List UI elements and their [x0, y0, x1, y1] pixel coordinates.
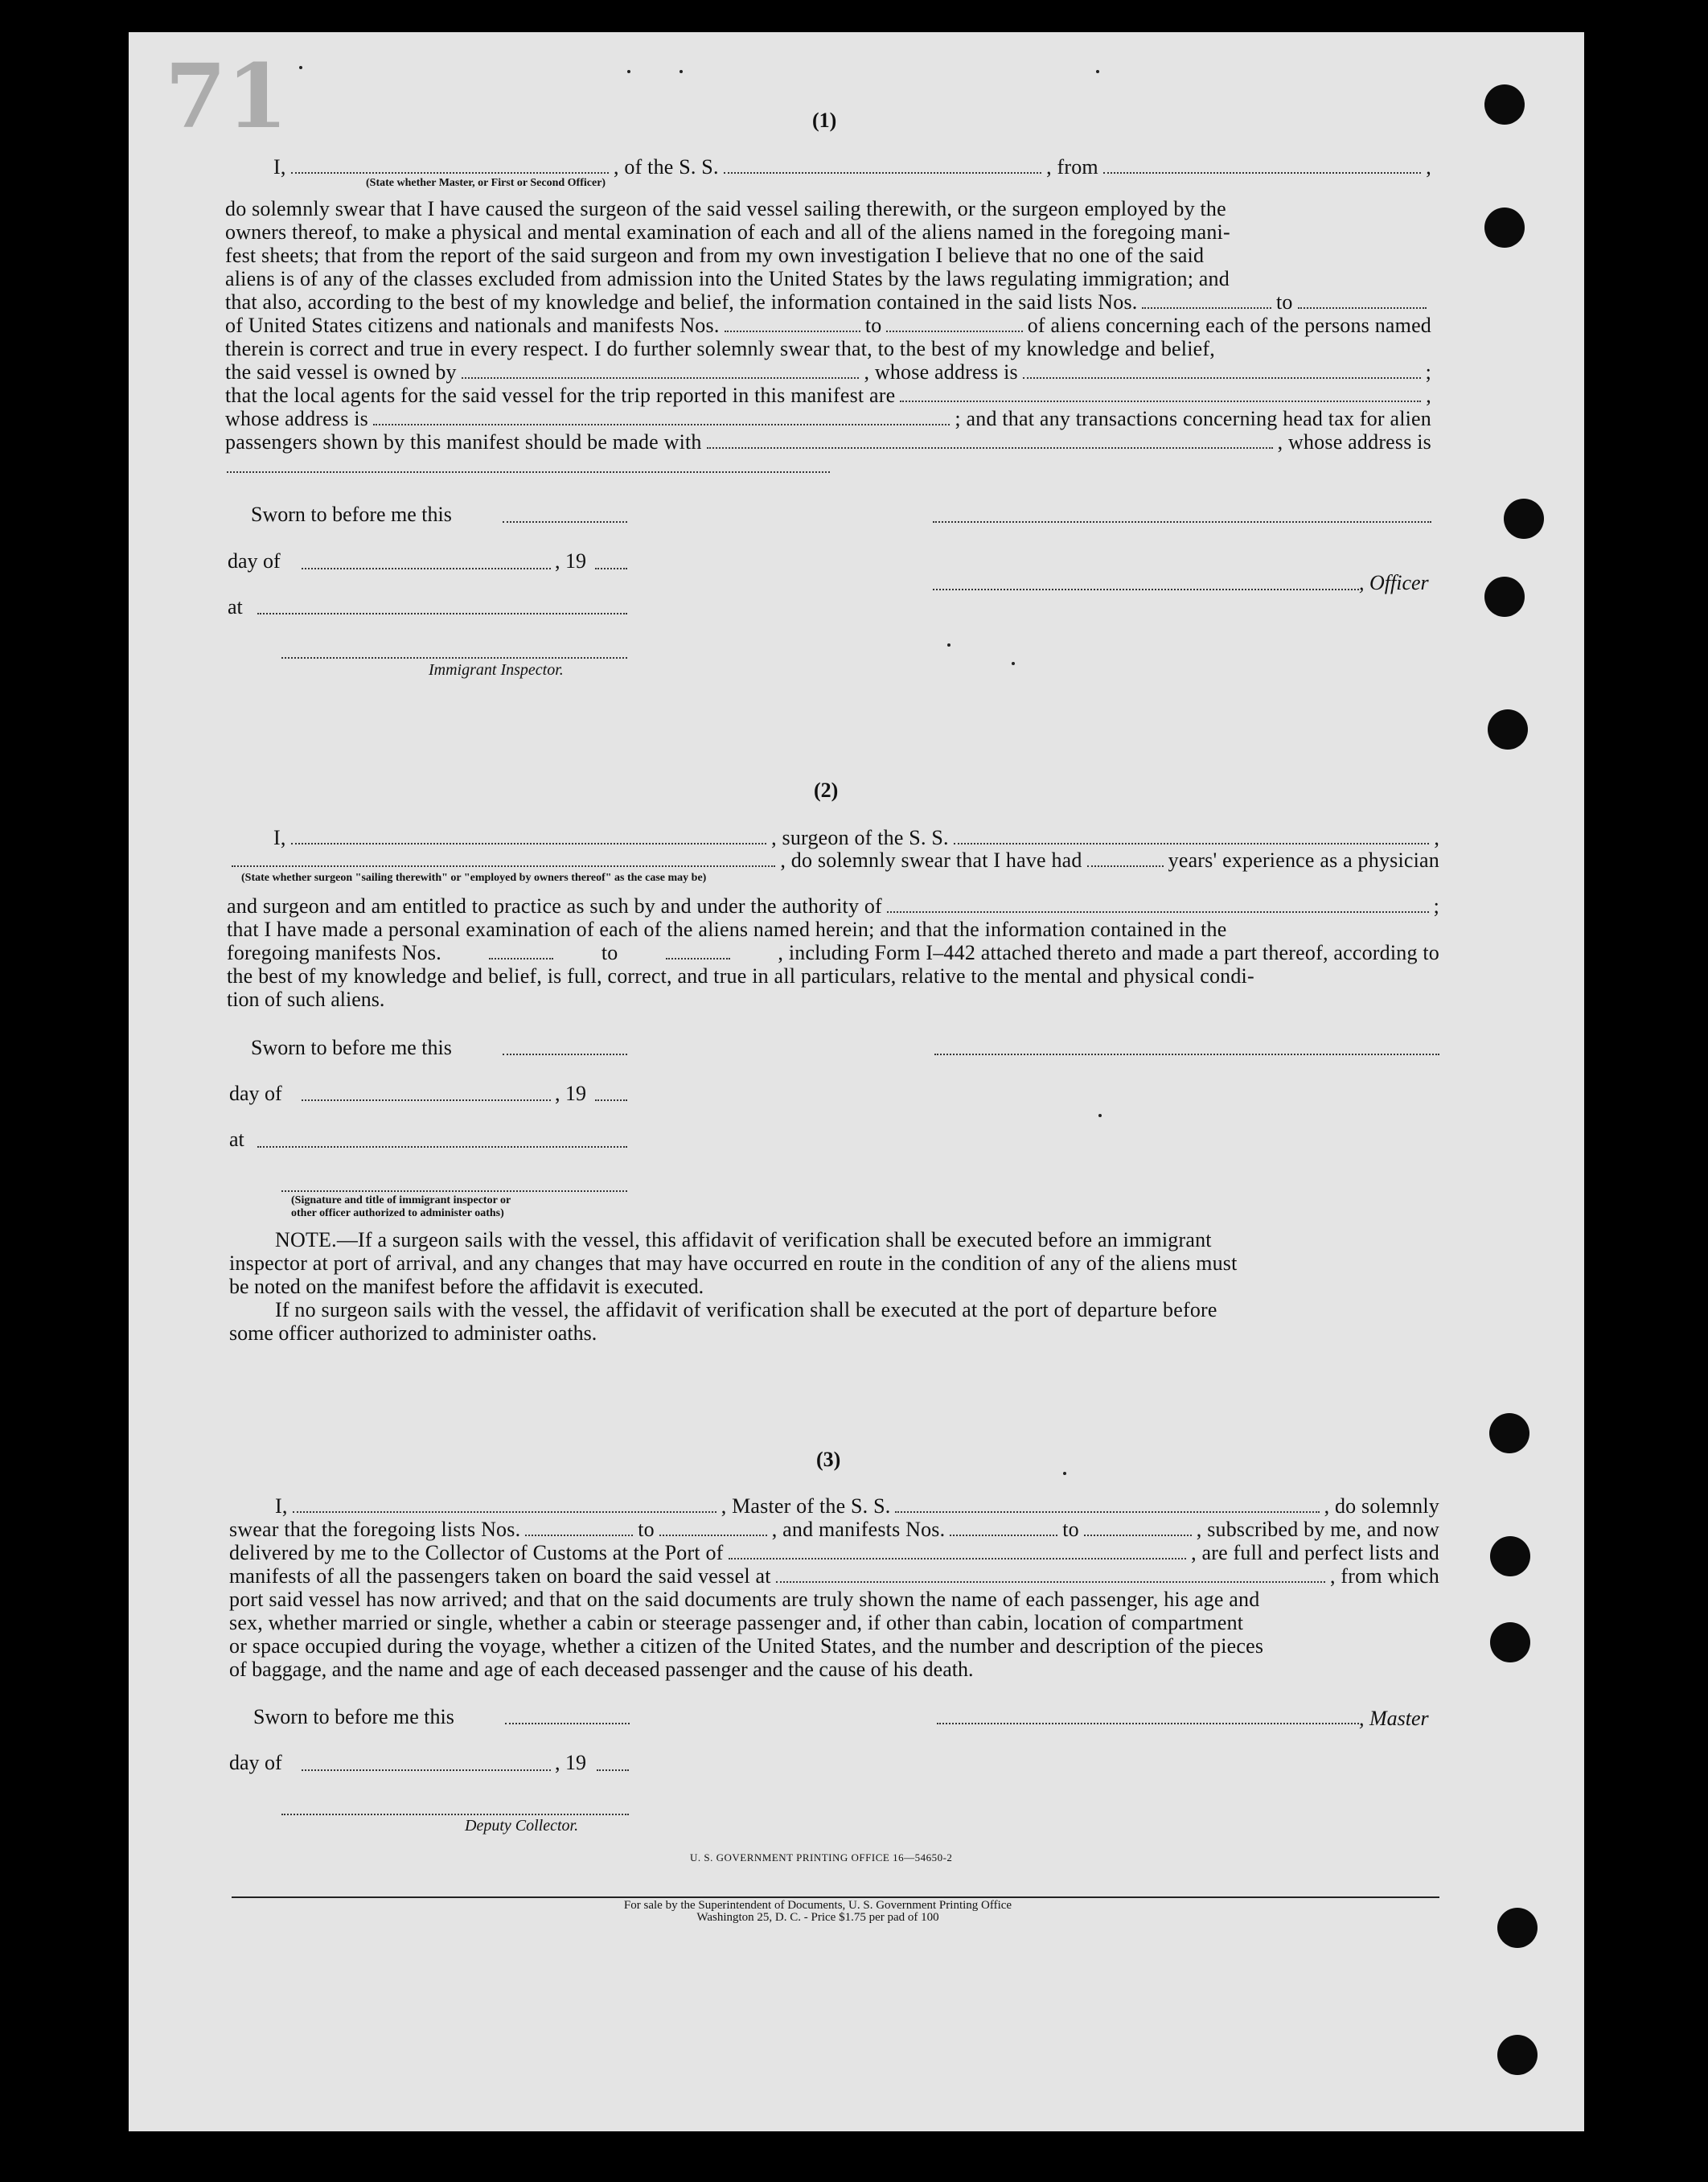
text: —If a surgeon sails with the vessel, this affidavit of verification shall be executed before an immigrant [336, 1228, 1212, 1251]
sec3-sworn-label: Sworn to before me this [253, 1705, 454, 1728]
blank-sworn-date-2[interactable] [503, 1054, 627, 1055]
blank-at-1[interactable] [257, 613, 627, 614]
text: do solemnly swear that I have caused the surgeon of the said vessel sailing therewith, or the surgeon employed by the [225, 197, 1226, 220]
sec2-at-label: at [229, 1128, 244, 1151]
sec1-at-label: at [228, 595, 243, 618]
text: foregoing manifests Nos. [227, 941, 441, 964]
note-line-2 [229, 1251, 1439, 1275]
sec1-p3 [225, 244, 1431, 267]
blank-officer-title[interactable] [933, 589, 1359, 590]
text: inspector at port of arrival, and any changes that may have occurred en route in the condition of any of the aliens must [229, 1251, 1238, 1275]
text: port said vessel has now arrived; and that on the said documents are truly shown the name of each passenger, his age and [229, 1588, 1260, 1611]
sec1-sworn-label: Sworn to before me this [251, 503, 452, 526]
blank-head-tax-party[interactable] [707, 447, 1273, 449]
blank-owner[interactable] [462, 377, 860, 379]
blank-vessel-name[interactable] [724, 172, 1041, 174]
sec2-line-1 [273, 826, 1439, 849]
note-heading: NOTE. [275, 1228, 337, 1251]
stamped-number: 71 [165, 44, 289, 148]
binder-hole [1488, 709, 1528, 750]
text: , of the S. S. [614, 155, 719, 179]
sec3-line-4 [229, 1564, 1439, 1588]
binder-hole [1489, 1413, 1529, 1453]
surgeon-status-note: (State whether surgeon "sailing therewith" or "employed by owners thereof" as the case may be) [241, 872, 707, 884]
text: therein is correct and true in every respect. I do further solemnly swear that, to the best of my knowledge and belief, [225, 337, 1215, 360]
text: that the local agents for the said vessel for the trip reported in this manifest are [225, 384, 896, 407]
text: the said vessel is owned by [225, 360, 457, 384]
sec1-p6 [225, 314, 1431, 337]
text: , surgeon of the S. S. [771, 826, 949, 849]
note-line-3: be noted on the manifest before the affidavit is executed. [229, 1275, 704, 1298]
sec3-line-1 [275, 1494, 1439, 1518]
blank-sworn-date-1[interactable] [503, 521, 627, 523]
gpo-imprint: U. S. GOVERNMENT PRINTING OFFICE 16—54650-2 [690, 1851, 953, 1864]
text: , whose address is [864, 360, 1018, 384]
text: If no surgeon sails with the vessel, the affidavit of verification shall be executed at the port of departure before [275, 1298, 1217, 1321]
sec1-p9 [225, 384, 1431, 407]
text: , and manifests Nos. [771, 1518, 946, 1541]
scan-speck [1096, 70, 1099, 73]
text: ; [1425, 360, 1432, 384]
collector-label: Deputy Collector. [465, 1817, 579, 1835]
scan-speck [680, 70, 683, 73]
sec2-sworn-label: Sworn to before me this [251, 1036, 452, 1059]
scan-speck [947, 643, 950, 647]
text: , including Form I–442 attached thereto and made a part thereof, according to [778, 941, 1439, 964]
sec2-line-6 [227, 964, 1439, 988]
sec3-day-of-label: day of [229, 1751, 282, 1774]
sec1-p8 [225, 360, 1431, 384]
text: , do solemnly [1324, 1494, 1439, 1518]
blank-master-name[interactable] [293, 1511, 716, 1513]
blank-local-agents[interactable] [900, 401, 1421, 402]
text: , from which [1330, 1564, 1439, 1588]
sec2-line-4 [227, 918, 1439, 941]
sec3-line-5 [229, 1588, 1439, 1611]
blank-officer-rank[interactable] [291, 172, 609, 174]
text: sex, whether married or single, whether a cabin or steerage passenger and, if other than cabin, location of compartment [229, 1611, 1244, 1634]
sec2-line-5 [227, 941, 1439, 964]
text: , whose address is [1277, 430, 1431, 454]
sec3-line-8: of baggage, and the name and age of each deceased passenger and the cause of his death. [229, 1658, 974, 1681]
sec1-day-of-label: day of [228, 549, 281, 573]
sec2-day-of-label: day of [229, 1082, 282, 1105]
note-line-4 [275, 1298, 1439, 1321]
note-line-1 [275, 1228, 1439, 1251]
blank-lists-to[interactable] [1298, 307, 1427, 309]
blank-collector-signature[interactable] [281, 1814, 629, 1815]
scan-speck [627, 70, 630, 73]
sale-notice [0, 1900, 1672, 1924]
blank-from-port[interactable] [1103, 172, 1421, 174]
text: to [638, 1518, 655, 1541]
note-line-5: some officer authorized to administer oaths. [229, 1321, 597, 1345]
sale-line-2: Washington 25, D. C. - Price $1.75 per pad of 100 [696, 1911, 939, 1924]
sec1-p2 [225, 220, 1431, 244]
blank-authority[interactable] [887, 911, 1429, 913]
blank-manifests-to[interactable] [886, 331, 1022, 332]
sec1-p5 [225, 290, 1431, 314]
sec1-p10 [225, 407, 1431, 430]
text: , Master of the S. S. [721, 1494, 891, 1518]
blank-sec3-manifests-from[interactable] [950, 1535, 1057, 1536]
blank-day-of-2[interactable] [302, 1099, 551, 1101]
scan-speck [1063, 1472, 1066, 1475]
blank-oath-officer-signature[interactable] [281, 1190, 627, 1192]
blank-inspector-signature[interactable] [281, 657, 627, 659]
officer-label: , Officer [1359, 571, 1429, 594]
scan-speck [1012, 662, 1015, 665]
blank-owner-address[interactable] [1023, 377, 1421, 379]
sec3-year-label: , 19 [555, 1751, 586, 1774]
text: whose address is [225, 407, 368, 430]
section-1-number: (1) [812, 109, 837, 132]
text: years' experience as a physician [1168, 849, 1439, 872]
footer-rule [232, 1896, 1439, 1898]
binder-hole [1484, 84, 1525, 125]
blank-surgeon-status[interactable] [232, 865, 775, 867]
blank-port[interactable] [729, 1558, 1187, 1559]
sig-note-2: other officer authorized to administer oaths) [291, 1207, 504, 1219]
text: I, [273, 826, 286, 849]
scan-speck [1098, 1114, 1102, 1117]
sec1-p7 [225, 337, 1431, 360]
text: I, [273, 155, 286, 179]
sec2-line-2 [227, 849, 1439, 872]
blank-sec3-lists-to[interactable] [659, 1535, 767, 1536]
blank-day-of-3[interactable] [302, 1769, 551, 1771]
text: swear that the foregoing lists Nos. [229, 1518, 521, 1541]
binder-hole [1497, 2035, 1538, 2075]
text: to [864, 314, 882, 337]
text: that also, according to the best of my knowledge and belief, the information contained in the said lists Nos. [225, 290, 1138, 314]
blank-surgeon-name[interactable] [291, 843, 767, 844]
section-2-number: (2) [814, 779, 839, 802]
text: passengers shown by this manifest should be made with [225, 430, 702, 454]
text: owners thereof, to make a physical and mental examination of each and all of the aliens named in the foregoing mani- [225, 220, 1230, 244]
binder-hole [1490, 1536, 1530, 1576]
text: and surgeon and am entitled to practice as such by and under the authority of [227, 894, 882, 918]
text: ; [1433, 894, 1439, 918]
text: ; and that any transactions concerning head tax for alien [955, 407, 1431, 430]
sec1-p4 [225, 267, 1431, 290]
text: , [1426, 155, 1431, 179]
binder-hole [1490, 1622, 1530, 1662]
text: manifests of all the passengers taken on board the said vessel at [229, 1564, 771, 1588]
blank-sec3-lists-from[interactable] [525, 1535, 633, 1536]
text: , do solemnly swear that I have had [780, 849, 1082, 872]
section-1-line-1 [273, 155, 1431, 179]
text: of aliens concerning each of the persons named [1027, 314, 1432, 337]
blank-day-of-1[interactable] [302, 568, 551, 569]
sec2-year-label: , 19 [555, 1082, 586, 1105]
sale-line-1: For sale by the Superintendent of Documents, U. S. Government Printing Office [623, 1899, 1012, 1912]
blank-at-2[interactable] [257, 1146, 627, 1148]
blank-lists-from[interactable] [1142, 307, 1271, 309]
rank-note: (State whether Master, or First or Second Officer) [366, 177, 606, 189]
binder-hole [1484, 577, 1525, 617]
text: the best of my knowledge and belief, is full, correct, and true in all particulars, relative to the mental and physical condi- [227, 964, 1254, 988]
blank-head-tax-address[interactable] [227, 471, 830, 473]
text: to [1062, 1518, 1079, 1541]
blank-year-3[interactable] [597, 1769, 629, 1771]
text: to [1275, 290, 1293, 314]
text: , [1434, 826, 1440, 849]
binder-hole [1497, 1908, 1538, 1948]
sec1-year-label: , 19 [555, 549, 586, 573]
text: to [601, 941, 618, 964]
text: that I have made a personal examination of each of the aliens named herein; and that the information contained in the [227, 918, 1227, 941]
sig-note-1: (Signature and title of immigrant inspector or [291, 1194, 511, 1206]
text: , [1426, 384, 1431, 407]
inspector-label: Immigrant Inspector. [429, 661, 564, 679]
text: I, [275, 1494, 288, 1518]
blank-officer-signature[interactable] [933, 521, 1431, 523]
blank-year-2[interactable] [595, 1099, 627, 1101]
text: , are full and perfect lists and [1191, 1541, 1439, 1564]
sec3-line-3 [229, 1541, 1439, 1564]
blank-master-vessel[interactable] [895, 1511, 1319, 1513]
master-label: , Master [1359, 1707, 1429, 1730]
text: , from [1046, 155, 1098, 179]
blank-embark-port[interactable] [776, 1581, 1325, 1583]
text: of United States citizens and nationals and manifests Nos. [225, 314, 720, 337]
blank-sec2-manifests-to[interactable] [666, 958, 730, 960]
blank-agents-address[interactable] [373, 424, 950, 425]
sec2-line-7: tion of such aliens. [227, 988, 385, 1011]
sec1-p11 [225, 430, 1431, 454]
blank-years-experience[interactable] [1087, 865, 1164, 867]
section-3-number: (3) [816, 1448, 841, 1471]
blank-master-signature[interactable] [937, 1723, 1359, 1724]
sec3-line-2 [229, 1518, 1439, 1541]
blank-sec3-manifests-to[interactable] [1084, 1535, 1192, 1536]
scan-speck [299, 66, 302, 69]
binder-hole [1504, 499, 1544, 539]
blank-surgeon-signature[interactable] [934, 1054, 1439, 1055]
text: delivered by me to the Collector of Customs at the Port of [229, 1541, 724, 1564]
sec2-line-3 [227, 894, 1439, 918]
blank-manifests-from[interactable] [725, 331, 860, 332]
binder-hole [1484, 208, 1525, 248]
sec3-line-7 [229, 1634, 1439, 1658]
blank-year-1[interactable] [595, 568, 627, 569]
text: aliens is of any of the classes excluded from admission into the United States by the laws regulating immigration; and [225, 267, 1230, 290]
sec1-p1 [225, 197, 1431, 220]
text: or space occupied during the voyage, whether a citizen of the United States, and the number and description of the pieces [229, 1634, 1264, 1658]
blank-sworn-date-3[interactable] [505, 1723, 630, 1724]
blank-sec2-manifests-from[interactable] [489, 958, 553, 960]
sec3-line-6 [229, 1611, 1439, 1634]
text: , subscribed by me, and now [1196, 1518, 1439, 1541]
text: fest sheets; that from the report of the said surgeon and from my own investigation I believe that no one of the said [225, 244, 1205, 267]
blank-surgeon-vessel[interactable] [954, 843, 1430, 844]
